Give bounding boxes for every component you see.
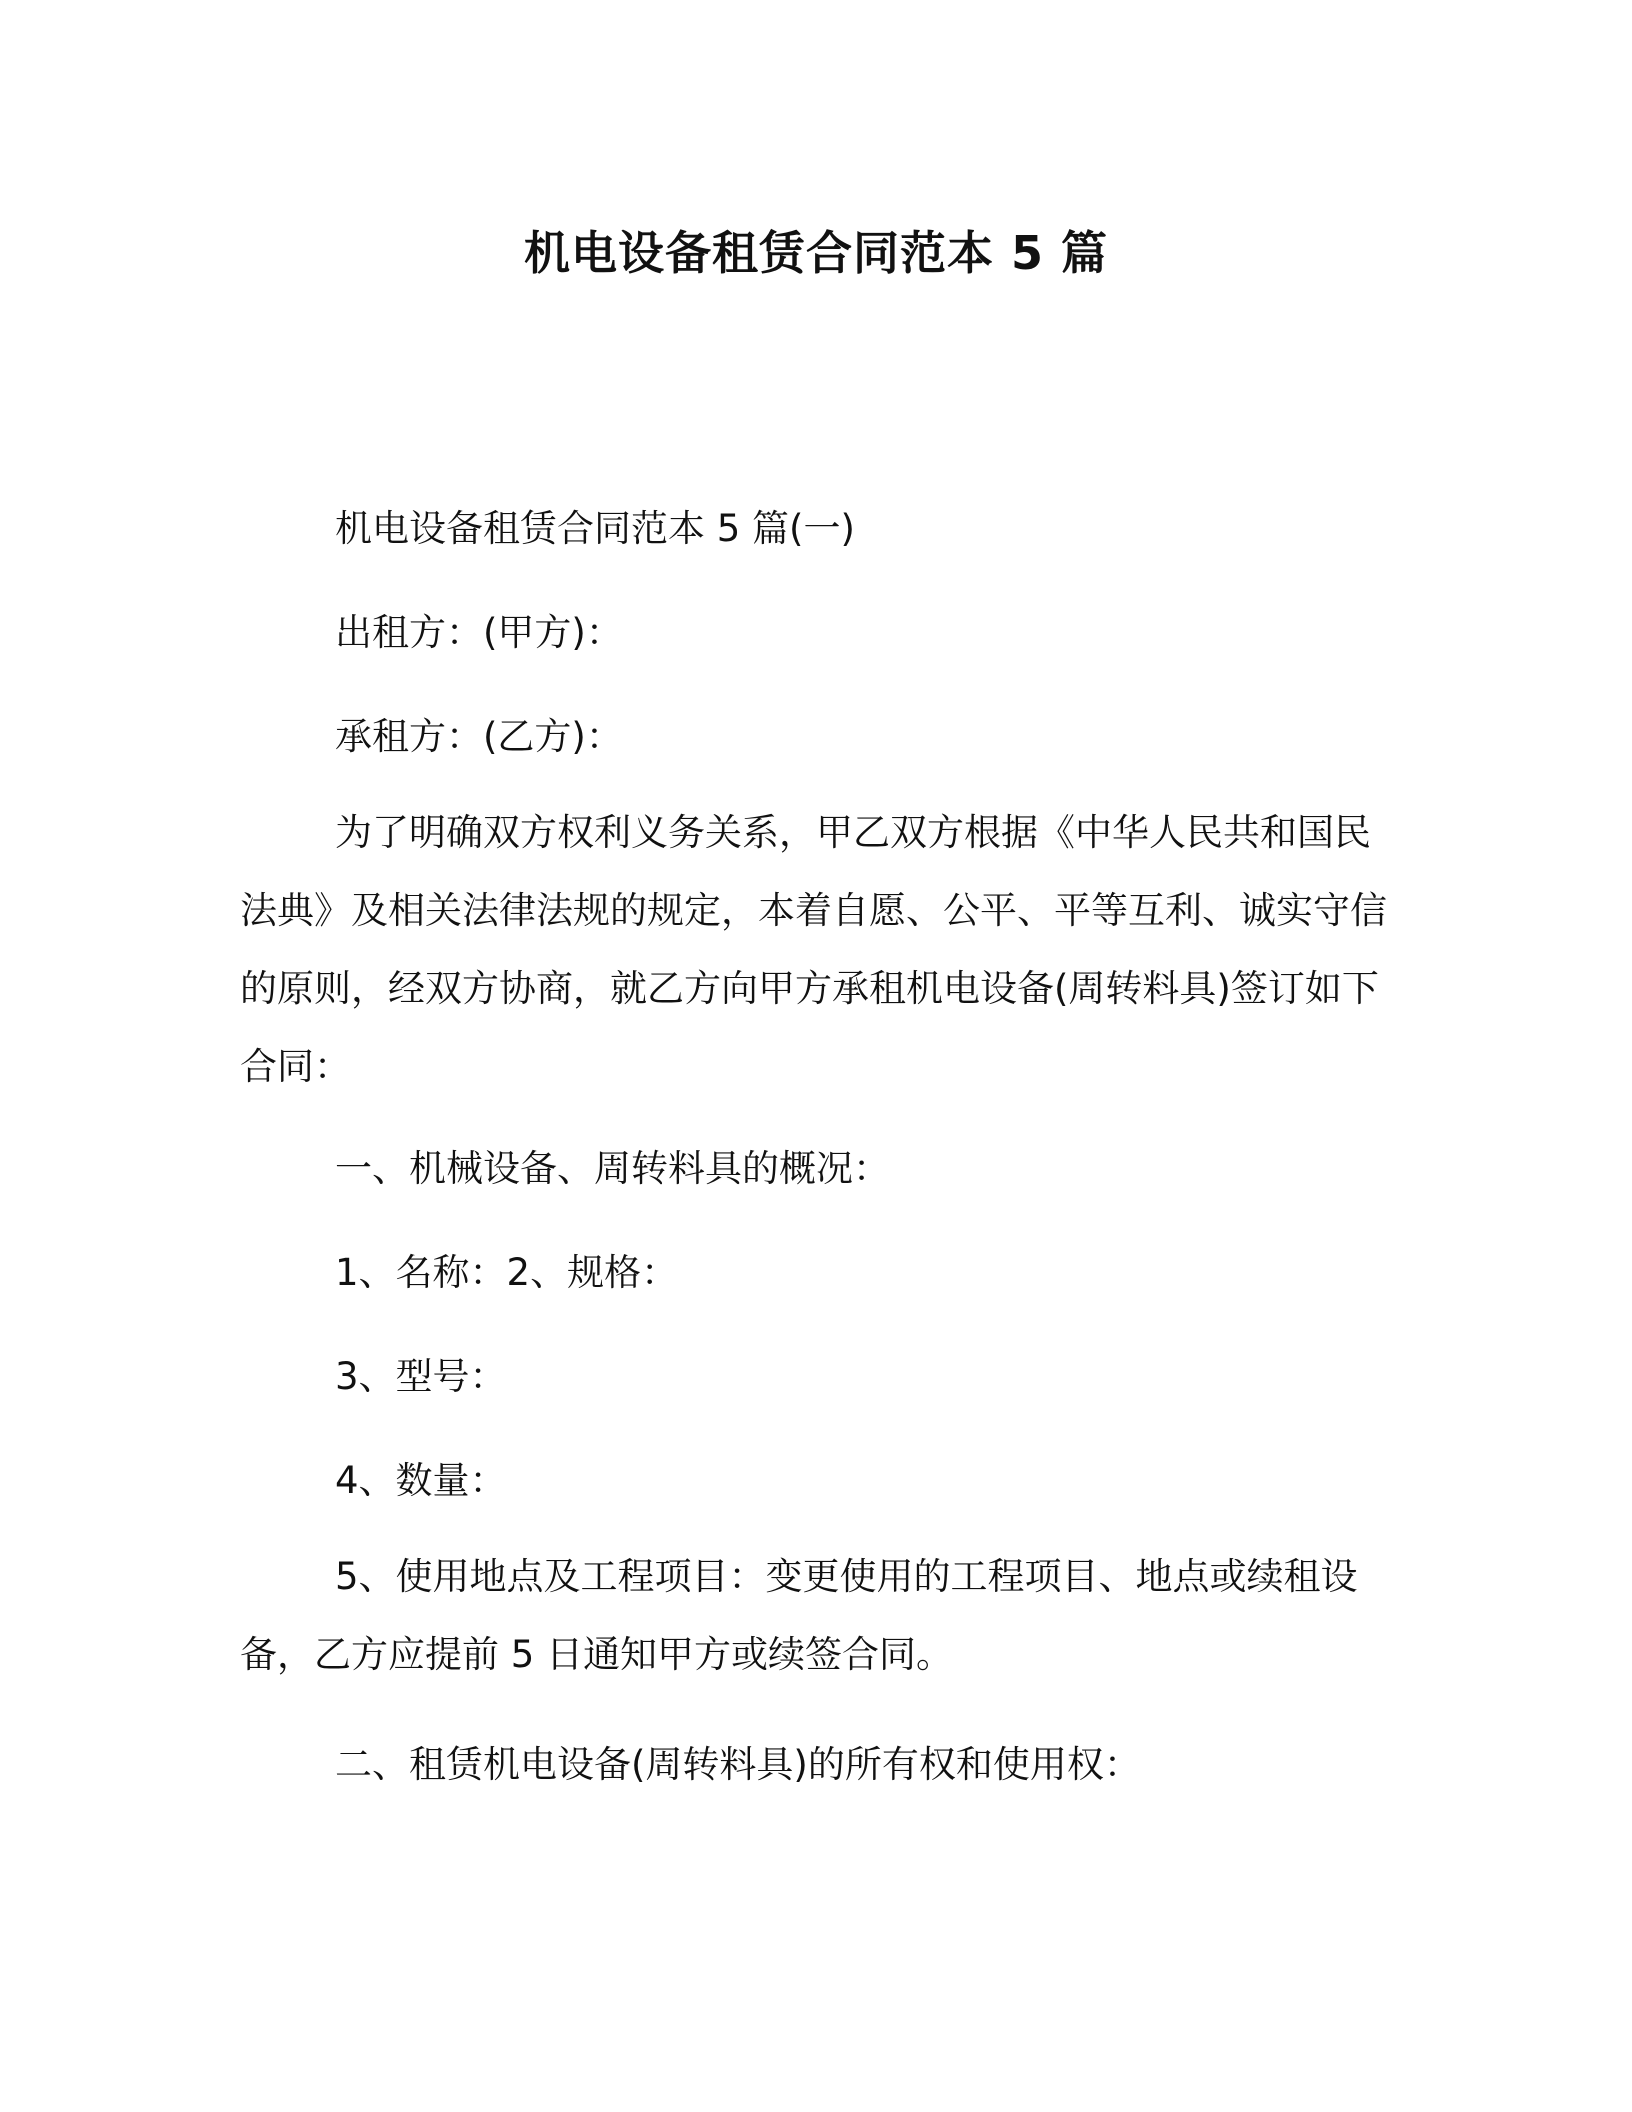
lessee-line: 承租方：(乙方)： <box>335 715 623 758</box>
item-location: 5、使用地点及工程项目：变更使用的工程项目、地点或续租设备，乙方应提前 5 日通知甲方或续签合同。 <box>240 1555 1358 1676</box>
clause-one-heading: 一、机械设备、周转料具的概况： <box>335 1147 890 1190</box>
item-name-spec: 1、名称：2、规格： <box>335 1251 679 1294</box>
clause-two-heading: 二、租赁机电设备(周转料具)的所有权和使用权： <box>335 1743 1141 1786</box>
item-quantity: 4、数量： <box>335 1459 507 1502</box>
item-model: 3、型号： <box>335 1355 507 1398</box>
lessor-line: 出租方：(甲方)： <box>335 611 623 654</box>
section-heading-one: 机电设备租赁合同范本 5 篇(一) <box>335 507 855 550</box>
preamble-paragraph: 为了明确双方权利义务关系，甲乙双方根据《中华人民共和国民法典》及相关法律法规的规定，本着自愿、公平、平等互利、诚实守信的原则，经双方协商，就乙方向甲方承租机电设备(周转料具)签订如下合同： <box>240 811 1387 1088</box>
document-title: 机电设备租赁合同范本 5 篇 <box>523 226 1109 280</box>
